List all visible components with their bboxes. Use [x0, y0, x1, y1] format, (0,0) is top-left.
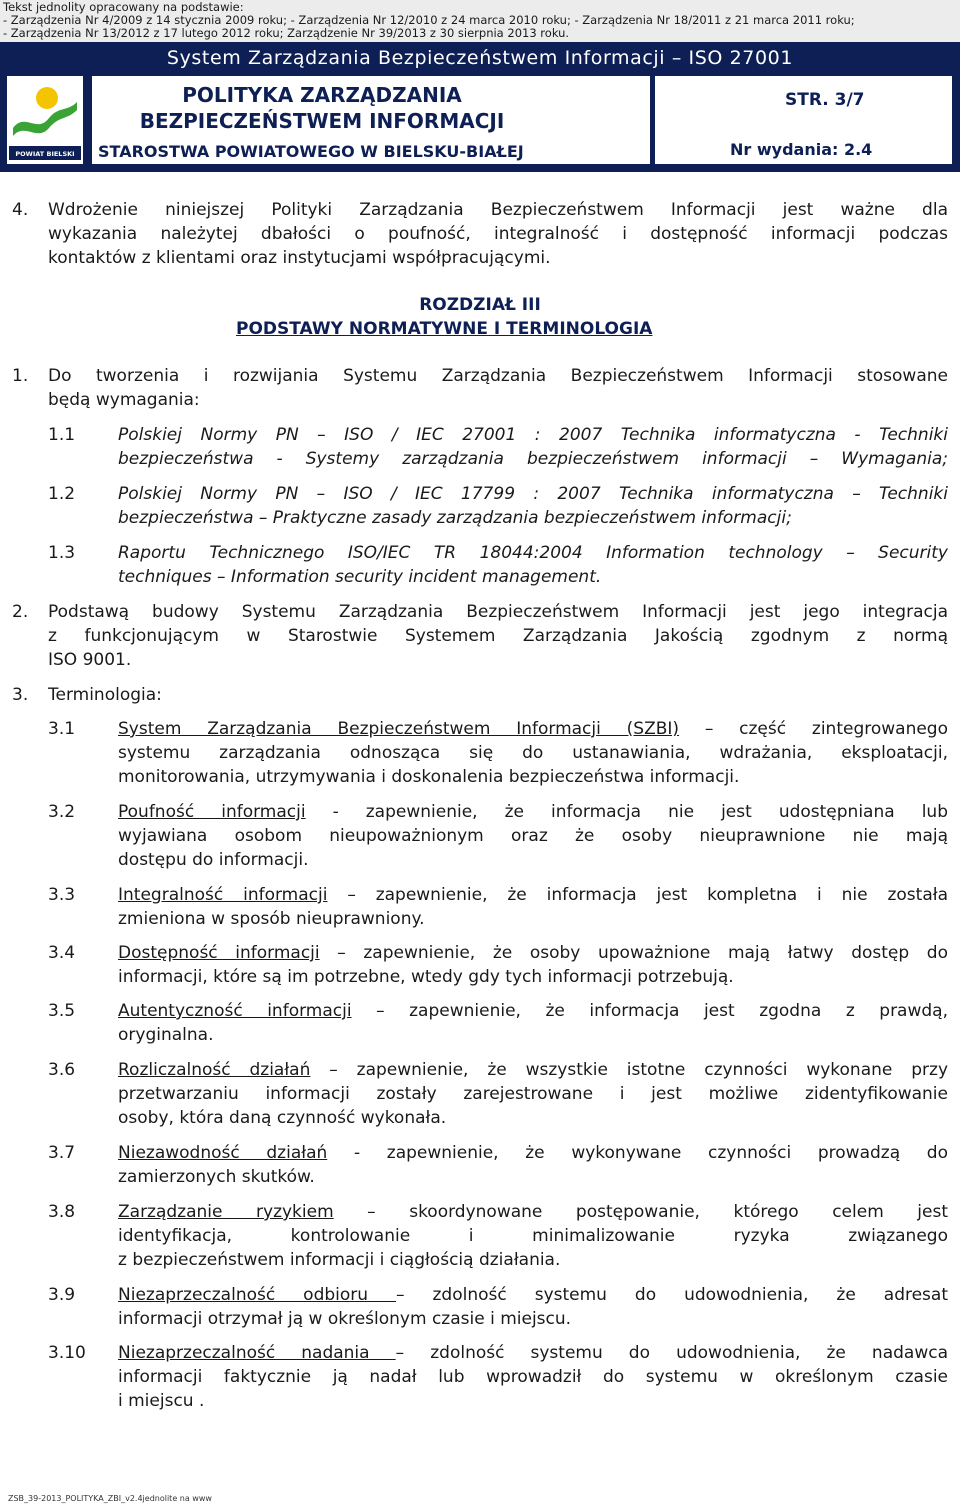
term-first-line: [118, 943, 948, 963]
paragraph-line: wykazania należytej dbałości o poufność, integralność i dostępność informacji podczas: [48, 224, 948, 244]
edition-number: Nr wydania: 2.4: [730, 140, 873, 159]
term-name: Rozliczalność działań: [118, 1060, 311, 1080]
norm-line: bezpieczeństwa - Systemy zarządzania bezpieczeństwem informacji – Wymagania;: [118, 449, 948, 469]
powiat-logo-icon: [7, 76, 83, 164]
term-number: 3.8: [48, 1202, 76, 1222]
term-first-line: [118, 719, 948, 739]
term-first-line: [118, 1285, 948, 1305]
paragraph-line: Do tworzenia i rozwijania Systemu Zarządzania Bezpieczeństwem Informacji stosowane: [48, 366, 948, 386]
item-number: 4.: [12, 200, 29, 220]
term-text: - zapewnienie, że wykonywane czynności prowadzą do: [327, 1143, 949, 1163]
svg-text:POWIAT BIELSKI: POWIAT BIELSKI: [15, 150, 75, 158]
term-line: przetwarzaniu informacji zostały zarejestrowane i jest możliwe zidentyfikowanie: [118, 1084, 948, 1104]
term-number: 3.7: [48, 1143, 76, 1163]
powiat-logo: [7, 76, 83, 164]
paragraph-line: kontaktów z klientami oraz instytucjami współpracującymi.: [48, 248, 551, 268]
term-first-line: [118, 1202, 948, 1222]
revision-note-line: - Zarządzenia Nr 4/2009 z 14 stycznia 2009 roku; - Zarządzenia Nr 12/2010 z 24 marca 2010 roku; - Zarządzenia Nr 18/2011 z 21 marca 2011 roku;: [3, 14, 855, 27]
paragraph-line: ISO 9001.: [48, 650, 132, 670]
term-text: – zdolność systemu do udowodnienia, że nadawca: [395, 1343, 948, 1363]
norm-line: bezpieczeństwa – Praktyczne zasady zarządzania bezpieczeństwem informacji;: [118, 508, 792, 528]
page-info-box: [655, 76, 952, 164]
term-line: zamierzonych skutków.: [118, 1167, 315, 1187]
term-line: dostępu do informacji.: [118, 850, 309, 870]
term-number: 3.3: [48, 885, 76, 905]
sub-item-number: 1.1: [48, 425, 76, 445]
norm-line: Polskiej Normy PN – ISO / IEC 27001 : 2007 Technika informatyczna - Techniki: [118, 425, 948, 445]
norm-line: Polskiej Normy PN – ISO / IEC 17799 : 2007 Technika informatyczna – Techniki: [118, 484, 948, 504]
title-box: [92, 76, 650, 164]
term-line: z bezpieczeństwem informacji i ciągłością działania.: [118, 1250, 561, 1270]
term-text: – część zintegrowanego: [679, 719, 948, 739]
term-number: 3.5: [48, 1001, 76, 1021]
revision-note: [0, 0, 960, 42]
term-number: 3.4: [48, 943, 76, 963]
term-line: zmieniona w sposób nieuprawniony.: [118, 909, 425, 929]
term-name: Zarządzanie ryzykiem: [118, 1202, 334, 1222]
term-text: – zapewnienie, że wszystkie istotne czynności wykonane przy: [310, 1060, 949, 1080]
document-header: [0, 42, 960, 172]
norm-line: Raportu Technicznego ISO/IEC TR 18044:2004 Information technology – Security: [118, 543, 948, 563]
term-name: System Zarządzania Bezpieczeństwem Informacji (SZBI): [118, 719, 680, 739]
term-name: Autentyczność informacji: [118, 1001, 352, 1021]
term-name: Niezaprzeczalność odbioru: [118, 1285, 397, 1305]
term-first-line: [118, 885, 948, 905]
term-text: – zdolność systemu do udowodnienia, że adresat: [396, 1285, 948, 1305]
policy-title-line: BEZPIECZEŃSTWEM INFORMACJI: [139, 109, 505, 133]
term-line: informacji otrzymał ją w określonym czasie i miejscu.: [118, 1309, 572, 1329]
paragraph-line: będą wymagania:: [48, 390, 200, 410]
revision-note-line: Tekst jednolity opracowany na podstawie:: [3, 1, 244, 14]
term-name: Dostępność informacji: [118, 943, 320, 963]
term-number: 3.1: [48, 719, 76, 739]
term-line: systemu zarządzania odnosząca się do ustanawiania, wdrażania, eksploatacji,: [118, 743, 948, 763]
term-name: Niezaprzeczalność nadania: [118, 1343, 396, 1363]
term-line: oryginalna.: [118, 1025, 214, 1045]
paragraph-line: Wdrożenie niniejszej Polityki Zarządzania Bezpieczeństwem Informacji jest ważne dla: [48, 200, 948, 220]
term-line: informacji, które są im potrzebne, wtedy gdy tych informacji potrzebują.: [118, 967, 734, 987]
sub-item-number: 1.3: [48, 543, 76, 563]
term-line: i miejscu .: [118, 1391, 205, 1411]
page-number: STR. 3/7: [785, 90, 865, 110]
term-number: 3.2: [48, 802, 76, 822]
sub-item-number: 1.2: [48, 484, 76, 504]
term-name: Niezawodność działań: [118, 1143, 328, 1163]
term-first-line: [118, 802, 948, 822]
term-line: informacji faktycznie ją nadał lub wprowadził do systemu w określonym czasie: [118, 1367, 948, 1387]
term-number: 3.6: [48, 1060, 76, 1080]
paragraph-line: Podstawą budowy Systemu Zarządzania Bezpieczeństwem Informacji jest jego integracja: [48, 602, 948, 622]
item-number: 2.: [12, 602, 29, 622]
term-text: – zapewnienie, że informacja jest zgodna z prawdą,: [351, 1001, 948, 1021]
chapter-number: ROZDZIAŁ III: [419, 295, 541, 315]
file-name-footer: ZSB_39-2013_POLITYKA_ZBI_v2.4jednolite na www: [8, 1494, 212, 1503]
item-number: 1.: [12, 366, 29, 386]
organization-name: STAROSTWA POWIATOWEGO W BIELSKU-BIAŁEJ: [98, 142, 524, 161]
term-text: – skoordynowane postępowanie, którego celem jest: [333, 1202, 948, 1222]
revision-note-line: - Zarządzenia Nr 13/2012 z 17 lutego 2012 roku; Zarządzenie Nr 39/2013 z 30 sierpnia 2013 roku.: [3, 27, 570, 40]
term-number: 3.9: [48, 1285, 76, 1305]
term-text: – zapewnienie, że osoby upoważnione mają łatwy dostęp do: [319, 943, 948, 963]
term-first-line: [118, 1343, 948, 1363]
term-number: 3.10: [48, 1343, 86, 1363]
paragraph-line: z funkcjonującym w Starostwie Systemem Zarządzania Jakością zgodnym z normą: [48, 626, 948, 646]
system-name: System Zarządzania Bezpieczeństwem Informacji – ISO 27001: [166, 47, 794, 69]
term-text: - zapewnienie, że informacja nie jest udostępniana lub: [305, 802, 948, 822]
term-text: – zapewnienie, że informacja jest kompletna i nie została: [327, 885, 948, 905]
term-name: Poufność informacji: [118, 802, 306, 822]
norm-line: techniques – Information security incident management.: [118, 567, 602, 587]
term-name: Integralność informacji: [118, 885, 328, 905]
item-number: 3.: [12, 685, 29, 705]
term-line: wyjawiana osobom nieupoważnionym oraz że osoby nieuprawnione nie mają: [118, 826, 948, 846]
term-first-line: [118, 1001, 948, 1021]
term-first-line: [118, 1060, 948, 1080]
term-first-line: [118, 1143, 948, 1163]
terminology-heading: Terminologia:: [48, 685, 162, 705]
term-line: osoby, która daną czynność wykonała.: [118, 1108, 447, 1128]
term-line: identyfikacja, kontrolowanie i minimalizowanie ryzyka związanego: [118, 1226, 948, 1246]
policy-title-line: POLITYKA ZARZĄDZANIA: [182, 83, 462, 107]
chapter-title: PODSTAWY NORMATYWNE I TERMINOLOGIA: [236, 319, 653, 339]
term-line: monitorowania, utrzymywania i doskonalenia bezpieczeństwa informacji.: [118, 767, 740, 787]
policy-title: [92, 82, 552, 134]
